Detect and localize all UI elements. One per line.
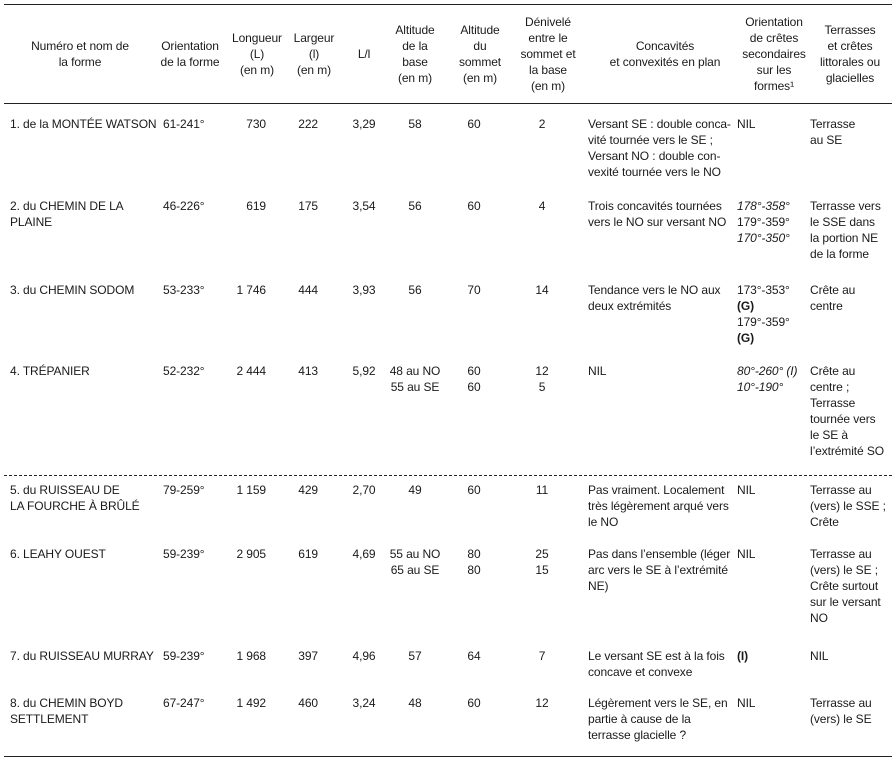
row-cretes-2: 179°-359° (737, 215, 790, 229)
row-concavites: Tendance vers le NO aux deux extrémités (588, 283, 721, 313)
row-altitude-sommet: 64 (467, 649, 481, 663)
row-cretes-4: (G) (737, 331, 755, 345)
row-terrasses: Crête au centre (810, 283, 856, 313)
row-denivele: 7 (538, 649, 546, 663)
row-longueur: 1 746 (236, 283, 266, 297)
header-denivele: Dénivelé entre le sommet et la base (en m) (520, 15, 576, 93)
row-largeur: 619 (298, 547, 318, 561)
row-name: 8. du CHEMIN BOYD SETTLEMENT (10, 696, 123, 726)
row-concavites: Le versant SE est à la fois concave et convexe (588, 649, 725, 679)
row-ratio: 4,96 (352, 649, 376, 663)
row-longueur: 1 159 (236, 483, 266, 497)
group-separator-rule (4, 475, 892, 476)
row-denivele: 2 (538, 117, 546, 131)
row-denivele: 12 (535, 696, 549, 710)
header-longueur: Longueur (L) (en m) (232, 31, 282, 77)
row-altitude-base: 56 (408, 283, 422, 297)
row-orientation: 59-239° (163, 547, 205, 561)
row-altitude-sommet: 70 (467, 283, 481, 297)
row-orientation: 79-259° (163, 483, 205, 497)
row-terrasses: Terrasse vers le SSE dans la portion NE de la forme (810, 199, 881, 261)
row-ratio: 2,70 (352, 483, 376, 497)
row-largeur: 222 (298, 117, 318, 131)
row-name: 3. du CHEMIN SODOM (10, 283, 135, 297)
row-terrasses: Terrasse au (vers) le SE (810, 696, 872, 726)
row-ratio: 3,29 (352, 117, 376, 131)
header-altitude-base: Altitude de la base (en m) (395, 23, 435, 85)
row-ratio: 3,24 (352, 696, 376, 710)
row-longueur: 2 444 (236, 364, 266, 378)
row-concavites: Versant SE : double conca- vité tournée vers le SE ; Versant NO : double con- vexité tournée vers le NO (588, 117, 731, 179)
row-altitude-base: 48 au NO 55 au SE (389, 364, 441, 394)
row-orientation: 53-233° (163, 283, 205, 297)
row-altitude-sommet: 60 (467, 199, 481, 213)
row-largeur: 460 (298, 696, 318, 710)
row-denivele: 11 (535, 483, 549, 497)
row-longueur: 1 968 (236, 649, 266, 663)
row-largeur: 429 (298, 483, 318, 497)
row-largeur: 175 (298, 199, 318, 213)
row-altitude-sommet: 60 (467, 483, 481, 497)
row-longueur: 2 905 (236, 547, 266, 561)
row-largeur: 397 (298, 649, 318, 663)
row-cretes-3: 170°-350° (737, 231, 790, 245)
row-name: 2. du CHEMIN DE LA PLAINE (10, 199, 124, 229)
table-bottom-rule (4, 756, 892, 757)
row-concavites: Pas dans l’ensemble (léger arc vers le SE à l’extrémité NE) (588, 547, 731, 593)
row-altitude-base: 57 (408, 649, 422, 663)
row-longueur: 619 (246, 199, 266, 213)
row-altitude-base: 49 (408, 483, 422, 497)
row-largeur: 413 (298, 364, 318, 378)
row-name: 1. de la MONTÉE WATSON (10, 117, 157, 131)
row-name: 7. du RUISSEAU MURRAY (10, 649, 154, 663)
row-name: 6. LEAHY OUEST (10, 547, 106, 561)
row-altitude-sommet: 80 80 (467, 547, 481, 577)
row-cretes-3: 179°-359° (737, 315, 790, 329)
row-terrasses: Terrasse au (vers) le SSE ; Crête (810, 483, 886, 529)
row-name: 4. TRÉPANIER (10, 364, 90, 378)
header-concavites: Concavités et convexités en plan (609, 39, 721, 69)
row-altitude-base: 48 (408, 696, 422, 710)
row-cretes-1: 178°-358° (737, 199, 790, 213)
row-cretes-1: 80°-260° (I) (737, 364, 798, 378)
row-cretes-2: 10°-190° (737, 380, 784, 394)
header-cretes-secondaires: Orientation de crêtes secondaires sur les formes¹ (742, 15, 806, 93)
row-name: 5. du RUISSEAU DE LA FOURCHE À BRÛLÉ (10, 483, 140, 513)
header-numero: Numéro et nom de la forme (31, 39, 129, 69)
row-cretes-1: NIL (737, 547, 756, 561)
row-denivele: 4 (538, 199, 546, 213)
row-ratio: 3,54 (352, 199, 376, 213)
row-ratio: 5,92 (352, 364, 376, 378)
row-terrasses: Crête au centre ; Terrasse tournée vers le SE à l’extrémité SO (810, 364, 884, 458)
row-largeur: 444 (298, 283, 318, 297)
row-orientation: 61-241° (163, 117, 205, 131)
row-cretes-1: 173°-353° (737, 283, 790, 297)
row-ratio: 3,93 (352, 283, 376, 297)
row-ratio: 4,69 (352, 547, 376, 561)
row-denivele: 14 (535, 283, 549, 297)
row-orientation: 67-247° (163, 696, 205, 710)
row-orientation: 59-239° (163, 649, 205, 663)
row-denivele: 12 5 (535, 364, 549, 394)
row-terrasses: NIL (810, 649, 829, 663)
row-concavites: Pas vraiment. Localement très légèrement arqué vers le NO (588, 483, 729, 529)
header-ratio: L/l (357, 47, 371, 61)
row-cretes-1: NIL (737, 483, 756, 497)
row-cretes-1: (I) (737, 649, 749, 663)
row-altitude-sommet: 60 60 (467, 364, 481, 394)
header-orientation: Orientation de la forme (160, 39, 220, 69)
row-longueur: 730 (246, 117, 266, 131)
header-bottom-rule (4, 103, 892, 104)
row-cretes-1: NIL (737, 117, 756, 131)
row-orientation: 52-232° (163, 364, 205, 378)
row-terrasses: Terrasse au SE (810, 117, 856, 147)
row-altitude-base: 55 au NO 65 au SE (389, 547, 441, 577)
row-altitude-base: 58 (408, 117, 422, 131)
table-top-rule (4, 4, 892, 5)
row-concavites: NIL (588, 364, 607, 378)
row-cretes-2: (G) (737, 299, 755, 313)
row-concavites: Légèrement vers le SE, en partie à cause de la terrasse glacielle ? (588, 696, 728, 742)
header-largeur: Largeur (l) (en m) (293, 31, 335, 77)
row-concavites: Trois concavités tournées vers le NO sur versant NO (588, 199, 727, 229)
row-altitude-sommet: 60 (467, 696, 481, 710)
row-altitude-base: 56 (408, 199, 422, 213)
row-altitude-sommet: 60 (467, 117, 481, 131)
row-longueur: 1 492 (236, 696, 266, 710)
row-cretes-1: NIL (737, 696, 756, 710)
header-altitude-sommet: Altitude du sommet (en m) (458, 23, 502, 85)
row-orientation: 46-226° (163, 199, 205, 213)
header-terrasses: Terrasses et crêtes littorales ou glacielles (819, 23, 881, 85)
row-terrasses: Terrasse au (vers) le SE ; Crête surtout sur le versant NO (810, 547, 881, 625)
row-denivele: 25 15 (535, 547, 549, 577)
